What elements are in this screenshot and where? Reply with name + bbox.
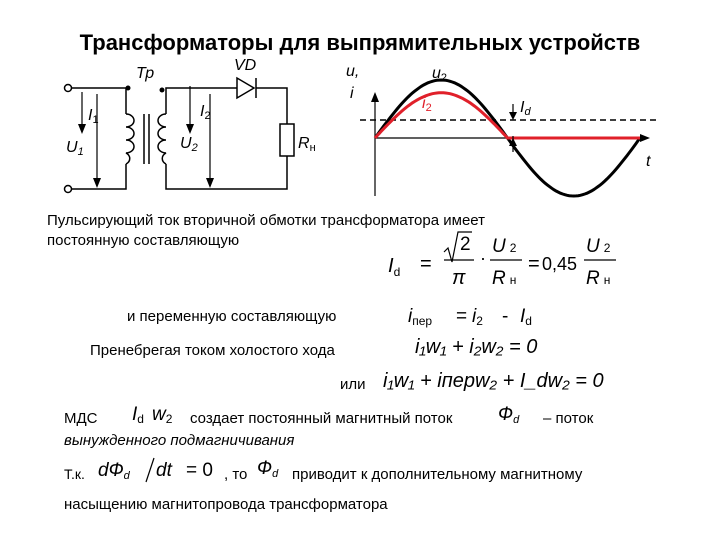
formula-id <box>380 228 620 292</box>
primary-dot <box>126 86 131 91</box>
label-tk: Т.к. <box>64 466 85 482</box>
axis-y-label-2: i <box>350 85 354 102</box>
svg-text:U2: U 2 <box>586 236 611 257</box>
label-i2-wave: i2 <box>422 95 432 114</box>
formula-iper <box>404 296 564 332</box>
label-mds: МДС <box>64 410 98 427</box>
formula-phid-2 <box>255 452 295 482</box>
svg-text:Id: Id <box>132 404 144 426</box>
label-i2: I2 <box>200 103 211 122</box>
mds-line2: вынужденного подмагничивания <box>64 432 295 449</box>
paragraph-dc-component-line1: Пульсирующий ток вторичной обмотки трансформатора имеет <box>47 212 485 229</box>
svg-text:=: = <box>528 253 540 275</box>
mds-description: создает постоянный магнитный поток <box>190 410 453 427</box>
svg-text:Фd: Фd <box>498 404 520 426</box>
id-arrow-down <box>509 112 517 120</box>
svg-text:Rн: Rн <box>586 268 611 289</box>
svg-text:0,45: 0,45 <box>542 254 578 274</box>
svg-text:π: π <box>452 267 466 289</box>
formula-mmf-full: i₁w₁ + iперw₂ + I_dw₂ = 0 <box>383 370 604 392</box>
svg-text:Id: $I_d$ <box>388 255 401 279</box>
svg-text:= 0: = 0 <box>186 460 213 481</box>
diode-symbol <box>237 78 254 98</box>
formula-mmf-balance: i₁w₁ + i₂w₂ = 0 <box>415 336 538 358</box>
i2-curve <box>375 93 640 138</box>
formula-idw2 <box>128 398 188 428</box>
paragraph-no-load: Пренебрегая током холостого хода <box>90 342 335 359</box>
label-i1: I1 <box>88 107 99 126</box>
tk-rest: приводит к дополнительному магнитному <box>292 466 583 483</box>
primary-terminal-bottom <box>65 186 72 193</box>
secondary-coil <box>158 114 166 164</box>
svg-text:dt: dt <box>156 460 172 481</box>
formula-dphi-dt <box>96 452 226 486</box>
secondary-dot <box>160 88 165 93</box>
primary-terminal-top <box>65 85 72 92</box>
primary-wire <box>71 88 126 189</box>
label-rn: Rн <box>298 135 316 154</box>
axis-x-label: t <box>646 153 651 170</box>
label-or: или <box>340 376 366 393</box>
svg-text:w2: w2 <box>152 404 173 426</box>
svg-text:Фd: Фd <box>257 458 279 480</box>
slide-title: Трансформаторы для выпрямительных устройств <box>79 30 641 55</box>
svg-text:·: · <box>480 248 486 268</box>
svg-text:=: = <box>456 306 468 327</box>
svg-text:2: 2 <box>460 234 471 255</box>
svg-text:Rн: Rн <box>492 268 517 289</box>
svg-text:iпер: iпер <box>408 306 433 328</box>
svg-text:-: - <box>502 306 509 327</box>
tk-line2: насыщению магнитопровода трансформатора <box>64 496 388 513</box>
label-u2: U2 <box>180 135 198 154</box>
svg-text:dФd: dФd <box>98 460 130 482</box>
paragraph-dc-component-line2: постоянную составляющую <box>47 232 240 249</box>
label-tr: Тр <box>136 65 155 82</box>
tk-mid: , то <box>224 466 248 483</box>
label-id-wave: Id <box>520 99 531 118</box>
svg-text:U2: U 2 <box>492 236 517 257</box>
load-resistor <box>280 124 294 156</box>
axis-y-label: u, <box>346 63 360 80</box>
transformer-circuit-diagram <box>40 56 330 206</box>
label-vd: VD <box>234 57 257 74</box>
label-u2-wave: u2 <box>432 65 448 84</box>
svg-text:i2: i2 <box>472 306 483 328</box>
svg-text:=: = <box>420 253 432 275</box>
waveform-diagram <box>340 56 670 206</box>
label-u1: U1 <box>66 139 84 158</box>
mds-tail: – поток <box>543 410 594 427</box>
svg-text:Id: Id <box>520 306 532 328</box>
formula-phid-1 <box>496 398 536 428</box>
primary-coil <box>126 114 134 164</box>
paragraph-ac-component: и переменную составляющую <box>127 308 337 325</box>
